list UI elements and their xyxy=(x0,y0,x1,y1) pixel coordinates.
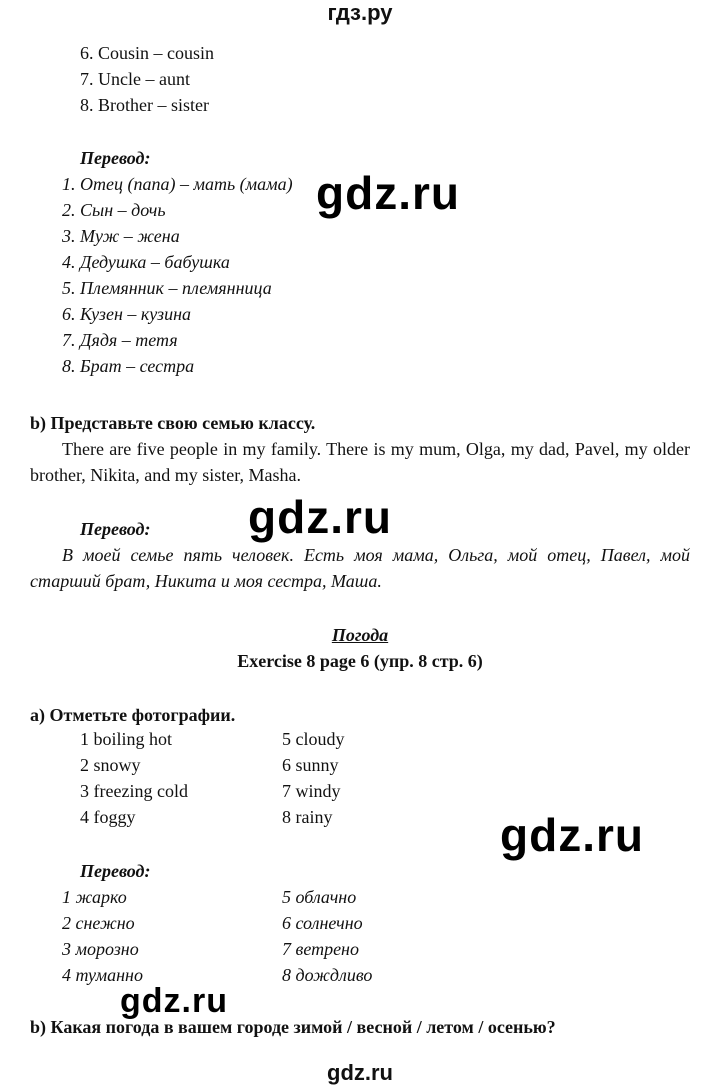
list-item: 2. Сын – дочь xyxy=(62,200,166,220)
list-item: 4 туманно xyxy=(62,965,143,985)
family-pairs-list xyxy=(80,40,214,118)
weather-list-left xyxy=(80,726,188,830)
translation-heading: Перевод: xyxy=(80,148,151,168)
list-item: 3. Муж – жена xyxy=(62,226,180,246)
watermark: gdz.ru xyxy=(120,982,228,1020)
list-item: 4 foggy xyxy=(80,807,136,827)
section-title: Погода xyxy=(331,625,389,645)
list-item: 8. Брат – сестра xyxy=(62,356,195,376)
list-item: 8 дождливо xyxy=(282,965,373,985)
watermark: gdz.ru xyxy=(316,167,460,219)
watermark: gdz.ru xyxy=(248,491,392,543)
weather-translation-right xyxy=(282,884,372,988)
weather-list-right xyxy=(282,726,345,830)
list-item: 3 морозно xyxy=(62,939,139,959)
task-b-text: There are five people in my family. There is my mum, Olga, my dad, Pavel, my older brother, Nikita, and my sister, Masha. xyxy=(30,439,690,485)
exercise-title: Exercise 8 page 6 (упр. 8 стр. 6) xyxy=(237,651,483,671)
watermark: gdz.ru xyxy=(500,809,644,861)
task-b2-heading: b) Какая погода в вашем городе зимой / весной / летом / осенью? xyxy=(30,1017,556,1037)
task-a-heading: a) Отметьте фотографии. xyxy=(30,705,236,725)
translation-list xyxy=(62,171,293,379)
list-item: 6 солнечно xyxy=(282,913,363,933)
list-item: 1. Отец (папа) – мать (мама) xyxy=(62,174,293,194)
list-item: 7. Uncle – aunt xyxy=(80,69,190,89)
list-item: 5 cloudy xyxy=(282,729,345,749)
translation-heading: Перевод: xyxy=(80,519,151,539)
list-item: 7 ветрено xyxy=(282,939,359,959)
list-item: 6. Cousin – cousin xyxy=(80,43,215,63)
list-item: 4. Дедушка – бабушка xyxy=(62,252,230,272)
list-item: 2 снежно xyxy=(62,913,135,933)
weather-translation-left xyxy=(62,884,143,988)
task-b-translation: В моей семье пять человек. Есть моя мама, Ольга, мой отец, Павел, мой старший брат, Никита и моя сестра, Маша. xyxy=(30,545,690,591)
list-item: 1 жарко xyxy=(62,887,127,907)
list-item: 7. Дядя – тетя xyxy=(62,330,178,350)
site-footer-label: gdz.ru xyxy=(327,1060,393,1085)
list-item: 8 rainy xyxy=(282,807,333,827)
list-item: 6. Кузен – кузина xyxy=(62,304,191,324)
translation-heading: Перевод: xyxy=(80,861,151,881)
list-item: 5. Племянник – племянница xyxy=(62,278,272,298)
list-item: 6 sunny xyxy=(282,755,339,775)
list-item: 5 облачно xyxy=(282,887,357,907)
list-item: 2 snowy xyxy=(80,755,141,775)
task-b-heading: b) Представьте свою семью классу. xyxy=(30,413,316,433)
list-item: 8. Brother – sister xyxy=(80,95,209,115)
list-item: 7 windy xyxy=(282,781,341,801)
site-header-label: гдз.ру xyxy=(327,0,393,25)
list-item: 1 boiling hot xyxy=(80,729,173,749)
list-item: 3 freezing cold xyxy=(80,781,188,801)
